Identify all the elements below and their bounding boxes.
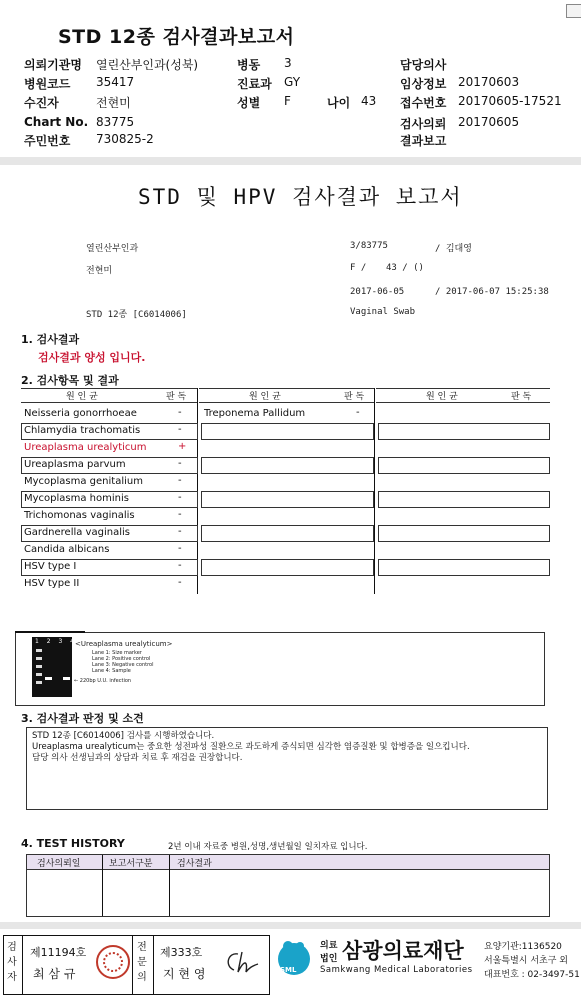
org-name: 삼광의료재단: [342, 939, 464, 963]
specialist-label: 전문의: [137, 942, 147, 983]
gel-electrophoresis-image: [32, 637, 72, 697]
history-col-divider: [102, 855, 103, 916]
label-department: 진료과: [237, 77, 272, 91]
section4-heading: 4. TEST HISTORY: [21, 837, 125, 850]
info-specimen: Vaginal Swab: [350, 307, 416, 317]
header-result: 판 독: [511, 392, 532, 402]
value-resident-no: 730825-2: [96, 132, 154, 146]
table-header-col3: [376, 388, 550, 403]
org-english-name: Samkwang Medical Laboratories: [320, 965, 473, 975]
window-corner-box: [566, 4, 581, 18]
pathogen-result: -: [178, 475, 182, 486]
label-chart-no: Chart No.: [24, 115, 89, 129]
page-title: STD 12종 검사결과보고서: [58, 26, 295, 48]
result-cell-box: [378, 423, 550, 440]
value-chart-no: 83775: [96, 115, 135, 129]
frame-accent: [15, 631, 85, 633]
pathogen-name: HSV type II: [24, 578, 80, 589]
label-report: 결과보고: [400, 134, 447, 148]
official-seal-stamp: [96, 945, 130, 979]
pathogen-result: +: [178, 441, 187, 452]
result-cell-box: [201, 525, 374, 542]
info-test: STD 12종 [C6014006]: [86, 310, 187, 320]
contact-line-1: 요양기관:1136520: [484, 942, 562, 952]
result-cell-box: [201, 457, 374, 474]
result-cell-box: [201, 491, 374, 508]
section3-heading: 3. 검사결과 판정 및 소견: [21, 712, 144, 725]
pathogen-name: Ureaplasma parvum: [24, 459, 126, 470]
opinion-line: Ureaplasma urealyticum는 중요한 성전파성 질환으로 과도하게 증식되면 심각한 염증질환 및 합병증을 일으킵니다.: [32, 742, 470, 752]
org-prefix-2: 법인: [320, 954, 338, 964]
footer-divider: [0, 922, 581, 929]
gel-band-note: ← 220bp U.U. infection: [74, 678, 132, 684]
value-ward: 3: [284, 56, 292, 70]
info-doctor: / 김대영: [435, 244, 472, 254]
history-col-divider: [169, 855, 170, 916]
value-clinical-info: 20170603: [458, 75, 520, 89]
opinion-box: [26, 727, 548, 810]
history-col-date: 검사의뢰일: [37, 859, 81, 869]
section2-heading: 2. 검사항목 및 결과: [21, 374, 119, 387]
inspector-name: 최 삼 규: [33, 967, 76, 981]
pathogen-result: -: [178, 577, 182, 588]
contact-line-2: 서울특별시 서초구 외: [484, 956, 568, 966]
pathogen-name: Chlamydia trachomatis: [24, 425, 141, 436]
pathogen-result: -: [178, 424, 182, 435]
label-patient: 수진자: [24, 96, 59, 110]
pathogen-result: -: [178, 407, 182, 418]
gel-lane-note-3: Lane 3: Negative control: [92, 662, 154, 668]
history-table: [26, 854, 550, 917]
label-receipt-no: 접수번호: [400, 96, 447, 110]
inspector-number: 제11194호: [30, 946, 87, 959]
result-cell-box: [201, 423, 374, 440]
info-patient: 전현미: [86, 266, 113, 276]
pathogen-name: Mycoplasma genitalium: [24, 476, 143, 487]
pathogen-result: -: [178, 492, 182, 503]
pathogen-result: -: [356, 407, 360, 418]
label-resident-no: 주민번호: [24, 134, 71, 148]
overall-result: 검사결과 양성 입니다.: [38, 351, 146, 364]
label-hospital-code: 병원코드: [24, 77, 71, 91]
history-table-header: [27, 855, 549, 870]
logo-text: SML: [280, 966, 297, 974]
value-sex: F: [284, 94, 291, 108]
header-result: 판 독: [344, 392, 365, 402]
result-cell-box: [378, 457, 550, 474]
section1-heading: 1. 검사결과: [21, 333, 80, 346]
value-age: 43: [361, 94, 377, 108]
value-receipt-no: 20170605-17521: [458, 94, 562, 108]
header-pathogen: 원 인 균: [66, 392, 98, 402]
value-department: GY: [284, 75, 301, 89]
opinion-line: 담당 의사 선생님과의 상담과 치료 후 재검을 권장합니다.: [32, 753, 243, 763]
label-ward: 병동: [237, 58, 261, 72]
info-reported: / 2017-06-07 15:25:38: [435, 287, 549, 297]
gel-lane-numbers: 1 2 3 4: [35, 638, 77, 645]
result-cell-box: [201, 559, 374, 576]
specialist-name: 지 현 영: [163, 967, 206, 981]
info-age: 43 / (): [386, 263, 424, 273]
pathogen-result: -: [178, 526, 182, 537]
result-cell-box: [378, 559, 550, 576]
signature-icon: [222, 948, 262, 978]
value-request-date: 20170605: [458, 115, 520, 129]
table-header-col2: [199, 388, 374, 403]
value-patient: 전현미: [96, 96, 131, 110]
footer-divider-line: [153, 935, 154, 994]
result-cell-box: [378, 491, 550, 508]
history-col-type: 보고서구분: [109, 859, 153, 869]
pathogen-name: Treponema Pallidum: [204, 408, 306, 419]
gel-lane-note-1: Lane 1: Size marker: [92, 650, 142, 656]
label-request-date: 검사의뢰: [400, 117, 447, 131]
history-note: 2년 이내 자료중 병원,성명,생년월일 일치자료 입니다.: [168, 842, 368, 852]
specialist-number: 제333호: [160, 946, 203, 959]
pathogen-name: Trichomonas vaginalis: [24, 510, 135, 521]
value-hospital-code: 35417: [96, 75, 135, 89]
header-pathogen: 원 인 균: [426, 392, 458, 402]
info-received: 2017-06-05: [350, 287, 405, 297]
label-institution: 의뢰기관명: [24, 58, 82, 72]
info-chart-doctor: 3/83775: [350, 241, 388, 251]
gel-lane-note-4: Lane 4: Sample: [92, 668, 131, 674]
history-col-result: 검사결과: [177, 859, 212, 869]
gel-caption: <Ureaplasma urealyticum>: [75, 640, 173, 648]
label-age: 나이: [327, 96, 351, 110]
label-doctor: 담당의사: [400, 58, 447, 72]
pathogen-name: HSV type I: [24, 561, 77, 572]
header-result: 판 독: [166, 392, 187, 402]
footer-divider-line: [132, 935, 133, 994]
header-pathogen: 원 인 균: [249, 392, 281, 402]
footer-divider-line: [22, 935, 23, 994]
column-divider: [374, 388, 375, 594]
pathogen-result: -: [178, 509, 182, 520]
pathogen-name: Mycoplasma hominis: [24, 493, 129, 504]
opinion-line: STD 12종 [C6014006] 검사를 시행하였습니다.: [32, 731, 215, 741]
inspector-label: 검사자: [7, 942, 17, 983]
org-prefix-1: 의료: [320, 941, 338, 951]
section-divider: [0, 157, 581, 165]
info-hospital: 열린산부인과: [86, 244, 139, 254]
pathogen-result: -: [178, 543, 182, 554]
pathogen-name: Gardnerella vaginalis: [24, 527, 130, 538]
pathogen-name: Ureaplasma urealyticum: [24, 442, 147, 453]
table-header-col1: [21, 388, 197, 403]
pathogen-result: -: [178, 560, 182, 571]
value-institution: 열린산부인과(성북): [96, 58, 199, 72]
pathogen-name: Neisseria gonorrhoeae: [24, 408, 137, 419]
report-title: STD 및 HPV 검사결과 보고서: [138, 185, 463, 209]
label-clinical-info: 임상정보: [400, 77, 447, 91]
contact-line-3: 대표번호 : 02-3497-51: [484, 970, 580, 980]
result-cell-box: [378, 525, 550, 542]
label-sex: 성별: [237, 96, 261, 110]
info-sex: F /: [350, 263, 367, 273]
pathogen-name: Candida albicans: [24, 544, 110, 555]
gel-lane-note-2: Lane 2: Positive control: [92, 656, 151, 662]
pathogen-result: -: [178, 458, 182, 469]
